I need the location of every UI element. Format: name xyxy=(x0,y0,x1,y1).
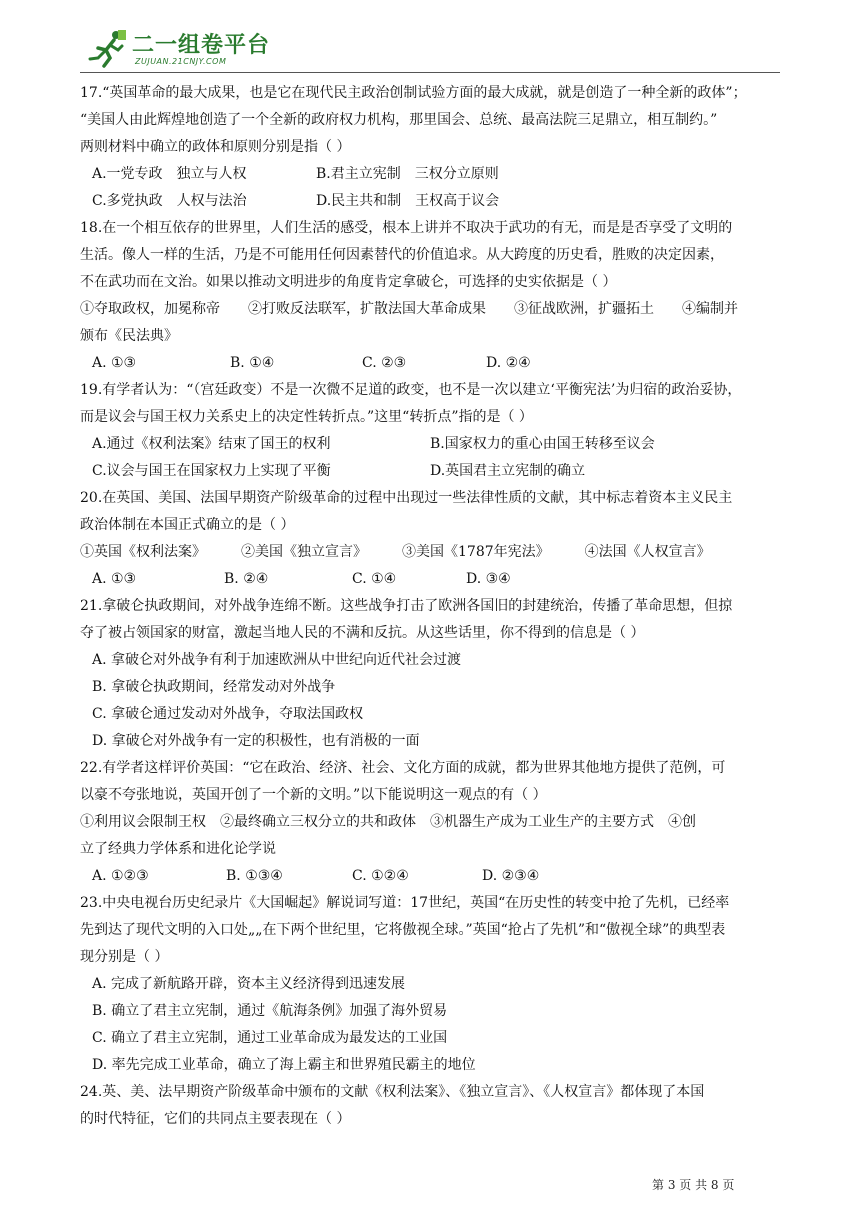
option-d: D. ③④ xyxy=(466,571,511,587)
option-d: D.英国君主立宪制的确立 xyxy=(430,463,586,479)
question-stem-line: 现分别是（ ） xyxy=(80,949,169,965)
question-stem-line: 政治体制在本国正式确立的是（ ） xyxy=(80,517,295,533)
option-d: D. ②③④ xyxy=(482,868,540,884)
option-d: D. 率先完成工业革命，确立了海上霸主和世界殖民霸主的地位 xyxy=(92,1057,476,1073)
option-a: A.通过《权利法案》结束了国王的权利 xyxy=(92,436,331,452)
question-stem-line: 生活。像人一样的生活，乃是不可能用任何因素替代的价值追求。从大跨度的历史看，胜败的决定因素， xyxy=(80,247,724,263)
question-stem-line: 两则材料中确立的政体和原则分别是指（ ） xyxy=(80,139,351,155)
question-17 xyxy=(80,80,780,215)
option-a: A. ①③ xyxy=(92,355,137,371)
question-stem-line: “美国人由此辉煌地创造了一个全新的政府权力机构，那里国会、总统、最高法院三足鼎立，相互制约。” xyxy=(80,112,718,128)
option-b: B. ①④ xyxy=(230,355,275,371)
question-stem-line: 24.英、美、法早期资产阶级革命中颁布的文献《权利法案》、《独立宣言》、《人权宣言》都体现了本国 xyxy=(80,1084,705,1100)
question-stem-line: 19.有学者认为：“（宫廷政变）不是一次微不足道的政变，也不是一次以建立‘平衡宪法’为归宿的政治妥协， xyxy=(80,382,742,398)
option-row xyxy=(80,863,780,890)
question-stem-line: ①英国《权利法案》 ②美国《独立宣言》 ③美国《1787年宪法》 ④法国《人权宣言》 xyxy=(80,544,711,560)
question-stem-line: ①夺取政权，加冕称帝 ②打败反法联军，扩散法国大革命成果 ③征战欧洲，扩疆拓土 ④编制并 xyxy=(80,301,738,317)
option-a: A. ①③ xyxy=(92,571,137,587)
page-number: 第 3 页 共 8 页 xyxy=(652,1178,735,1192)
option-row xyxy=(80,458,780,485)
question-stem-line: 23.中央电视台历史纪录片《大国崛起》解说词写道：17世纪，英国“在历史性的转变中抢了先机，已经率 xyxy=(80,895,730,911)
question-stem-line: 而是议会与国王权力关系史上的决定性转折点。”这里“转折点”指的是（ ） xyxy=(80,409,533,425)
option-c: C. ②③ xyxy=(362,355,407,371)
page-header xyxy=(80,22,780,74)
option-a: A.一党专政 独立与人权 xyxy=(92,166,247,182)
question-stem-line: 不在武功而在文治。如果以推动文明进步的角度肯定拿破仑，可选择的史实依据是（ ） xyxy=(80,274,617,290)
option-b: B.君主立宪制 三权分立原则 xyxy=(316,166,499,182)
option-row xyxy=(80,188,780,215)
option-d: D. 拿破仑对外战争有一定的积极性，也有消极的一面 xyxy=(92,733,420,749)
question-stem-line: 颁布《民法典》 xyxy=(80,328,178,344)
question-stem-line: 立了经典力学体系和进化论学说 xyxy=(80,841,276,857)
question-stem-line: 21.拿破仑执政期间，对外战争连绵不断。这些战争打击了欧洲各国旧的封建统治，传播了革命思想，但掠 xyxy=(80,598,733,614)
question-stem-line: 22.有学者这样评价英国：“它在政治、经济、社会、文化方面的成就，都为世界其他地方提供了范例，可 xyxy=(80,760,726,776)
option-c: C.多党执政 人权与法治 xyxy=(92,193,247,209)
option-b: B. ①③④ xyxy=(226,868,283,884)
question-stem-line: 17.“英国革命的最大成果，也是它在现代民主政治创制试验方面的最大成就，就是创造了一种全新的政体”； xyxy=(80,85,747,101)
logo-subtext: ZUJUAN.21CNJY.COM xyxy=(135,57,227,66)
option-c: C. 确立了君主立宪制，通过工业革命成为最发达的工业国 xyxy=(92,1030,448,1046)
option-b: B. 拿破仑执政期间，经常发动对外战争 xyxy=(92,679,336,695)
question-stem-line: 18.在一个相互依存的世界里，人们生活的感受，根本上讲并不取决于武功的有无，而是是否享受了文明的 xyxy=(80,220,733,236)
question-stem-line: 以豪不夸张地说，英国开创了一个新的文明。”以下能说明这一观点的有（ ） xyxy=(80,787,547,803)
option-row xyxy=(80,566,780,593)
option-c: C. ①②④ xyxy=(352,868,409,884)
option-a: A. 完成了新航路开辟，资本主义经济得到迅速发展 xyxy=(92,976,406,992)
question-23 xyxy=(80,890,780,1079)
option-a: A. 拿破仑对外战争有利于加速欧洲从中世纪向近代社会过渡 xyxy=(92,652,462,668)
header-divider xyxy=(80,72,780,73)
option-b: B.国家权力的重心由国王转移至议会 xyxy=(430,436,655,452)
option-c: C. ①④ xyxy=(352,571,397,587)
question-22 xyxy=(80,755,780,890)
option-c: C. 拿破仑通过发动对外战争，夺取法国政权 xyxy=(92,706,364,722)
question-20 xyxy=(80,485,780,593)
option-b: B. ②④ xyxy=(224,571,269,587)
option-d: D. ②④ xyxy=(486,355,531,371)
question-stem-line: 的时代特征，它们的共同点主要表现在（ ） xyxy=(80,1111,351,1127)
option-c: C.议会与国王在国家权力上实现了平衡 xyxy=(92,463,331,479)
option-d: D.民主共和制 王权高于议会 xyxy=(316,193,500,209)
question-24 xyxy=(80,1079,780,1133)
logo-text: 二一组卷平台 xyxy=(132,33,271,58)
option-b: B. 确立了君主立宪制，通过《航海条例》加强了海外贸易 xyxy=(92,1003,448,1019)
question-21 xyxy=(80,593,780,755)
question-stem-line: ①利用议会限制王权 ②最终确立三权分立的共和政体 ③机器生产成为工业生产的主要方式 ④创 xyxy=(80,814,696,830)
question-19 xyxy=(80,377,780,485)
runner-logo-icon xyxy=(88,28,128,68)
question-stem-line: 夺了被占领国家的财富，激起当地人民的不满和反抗。从这些话里，你不得到的信息是（ ） xyxy=(80,625,645,641)
question-stem-line: 先到达了现代文明的入口处„„在下两个世纪里，它将傲视全球。”英国“抢占了先机”和“傲视全球”的典型表 xyxy=(80,922,726,938)
option-row xyxy=(80,161,780,188)
question-stem-line: 20.在英国、美国、法国早期资产阶级革命的过程中出现过一些法律性质的文献，其中标志着资本主义民主 xyxy=(80,490,733,506)
question-18 xyxy=(80,215,780,377)
option-a: A. ①②③ xyxy=(92,868,149,884)
option-row xyxy=(80,431,780,458)
option-row xyxy=(80,350,780,377)
question-content xyxy=(80,80,780,1133)
